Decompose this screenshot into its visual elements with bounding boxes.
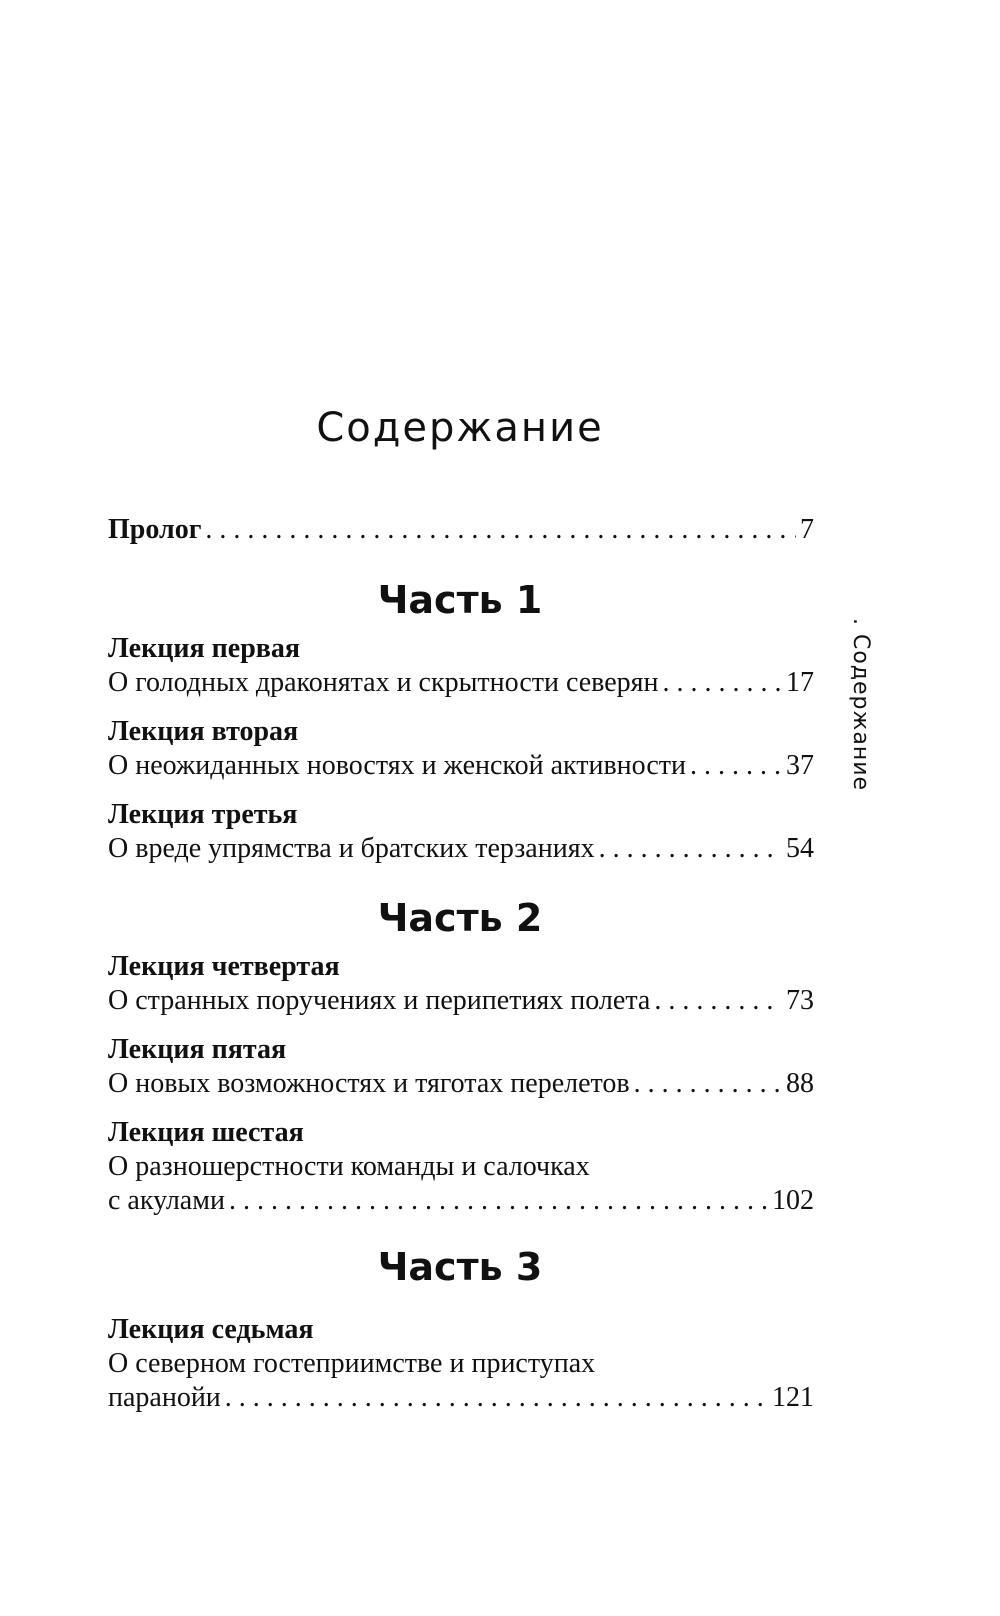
lecture-subtitle-continued: паранойи <box>108 1382 221 1413</box>
lecture-title: Лекция первая <box>108 633 301 664</box>
page-number: 102 <box>772 1185 814 1216</box>
lecture-subtitle: О вреде упрямства и братских терзаниях <box>108 833 595 864</box>
lecture-subtitle: О разношерстности команды и салочках <box>108 1151 590 1182</box>
toc-entry-lecture[interactable] <box>108 715 814 783</box>
toc-entry-lecture[interactable] <box>108 1116 814 1218</box>
lecture-title: Лекция седьмая <box>108 1314 314 1345</box>
entry-title: Пролог <box>108 514 202 545</box>
toc-entry-lecture[interactable] <box>108 1313 814 1415</box>
part-heading: Часть 2 <box>377 896 543 940</box>
lecture-title: Лекция вторая <box>108 716 299 747</box>
lecture-title: Лекция третья <box>108 799 298 830</box>
lecture-subtitle: О неожиданных новостях и женской активности <box>108 750 687 781</box>
dot-leader <box>654 984 782 1018</box>
running-header-side: . Содержание <box>848 618 873 792</box>
page-number: 37 <box>786 750 814 781</box>
toc-entry-prologue[interactable] <box>108 513 814 547</box>
dot-leader <box>599 832 782 866</box>
lecture-subtitle: О новых возможностях и тяготах перелетов <box>108 1068 630 1099</box>
page-number: 121 <box>772 1382 814 1413</box>
toc-entry-lecture[interactable] <box>108 798 814 866</box>
lecture-title: Лекция четвертая <box>108 951 340 982</box>
toc-entry-lecture[interactable] <box>108 632 814 700</box>
part-heading: Часть 3 <box>377 1245 543 1289</box>
lecture-subtitle: О голодных драконятах и скрытности северян <box>108 667 659 698</box>
toc-entry-lecture[interactable] <box>108 1033 814 1101</box>
toc-entry-lecture[interactable] <box>108 950 814 1018</box>
page-number: 88 <box>786 1068 814 1099</box>
lecture-subtitle: О северном гостеприимстве и приступах <box>108 1348 596 1379</box>
lecture-subtitle: О странных поручениях и перипетиях полета <box>108 985 651 1016</box>
dot-leader <box>663 666 782 700</box>
page-number: 73 <box>786 985 814 1016</box>
page-number: 7 <box>800 514 814 545</box>
dot-leader <box>634 1067 782 1101</box>
page-number: 17 <box>786 667 814 698</box>
dot-leader <box>690 749 782 783</box>
dot-leader <box>229 1184 768 1218</box>
dot-leader <box>205 513 796 547</box>
dot-leader <box>225 1381 768 1415</box>
page-title: Содержание <box>316 405 604 451</box>
lecture-subtitle-continued: с акулами <box>108 1185 225 1216</box>
part-heading: Часть 1 <box>377 578 543 622</box>
lecture-title: Лекция шестая <box>108 1117 304 1148</box>
page-number: 54 <box>786 833 814 864</box>
lecture-title: Лекция пятая <box>108 1034 287 1065</box>
